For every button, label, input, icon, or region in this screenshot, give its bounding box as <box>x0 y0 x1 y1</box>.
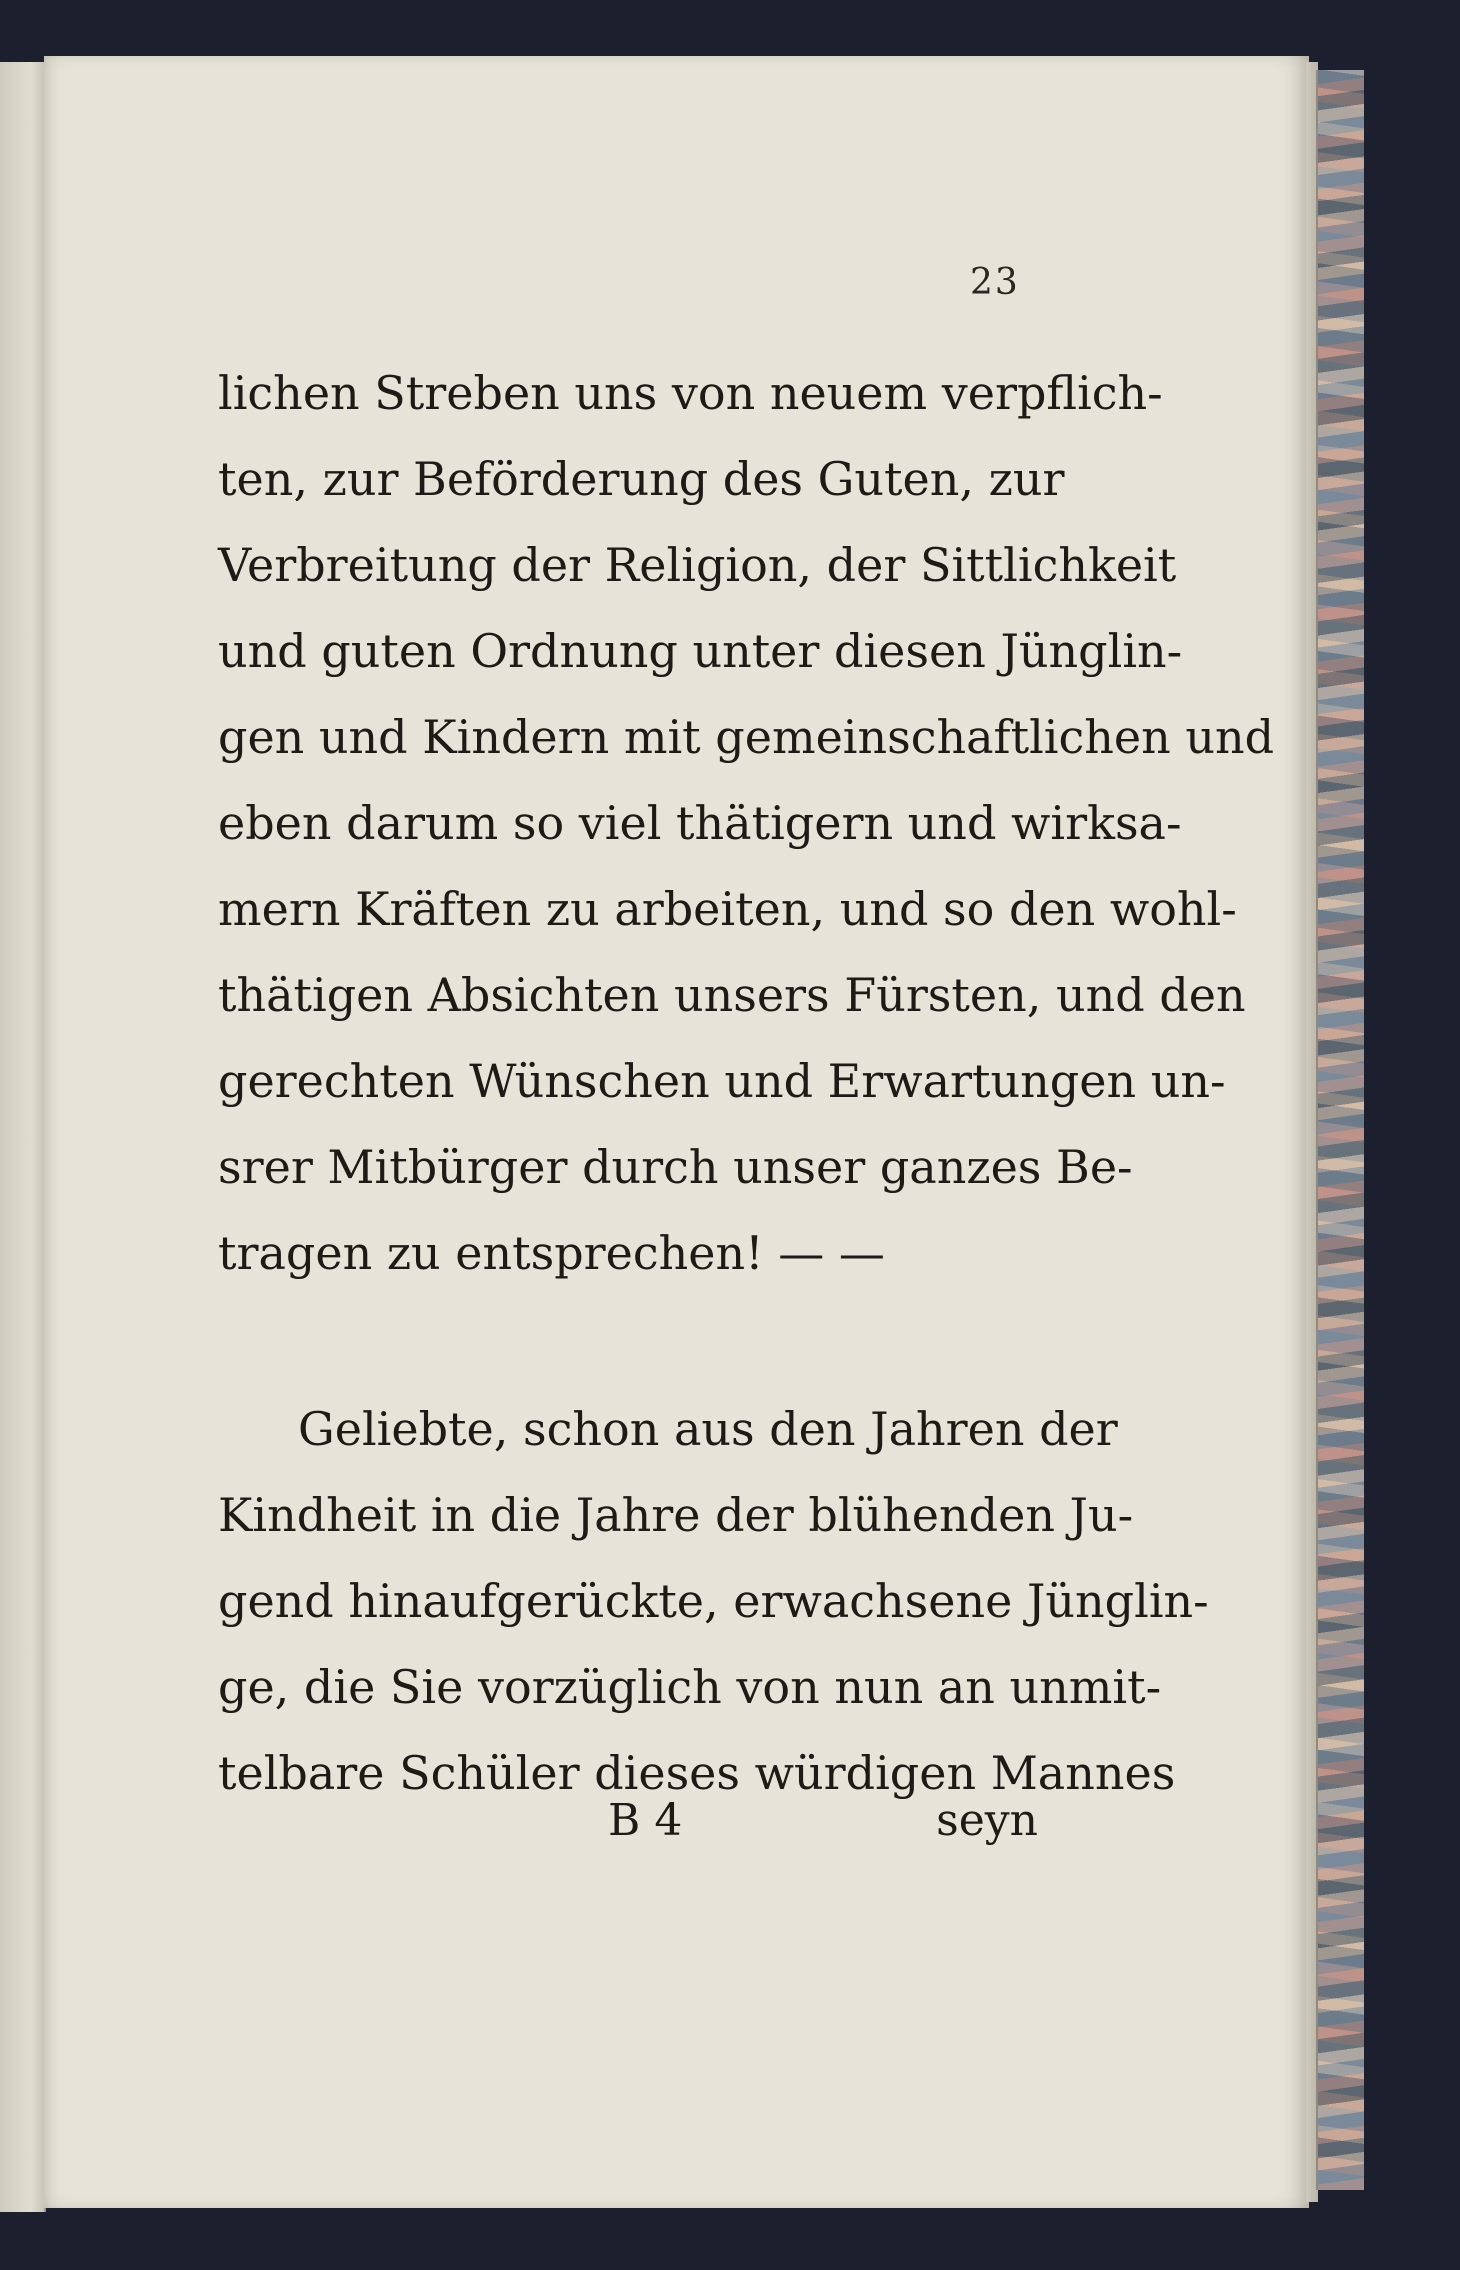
paragraph <box>218 350 1275 1296</box>
text-line: telbare Schüler dieses würdigen Mannes <box>218 1746 1176 1800</box>
text-line: gend hinaufgerückte, erwachsene Jünglin- <box>218 1574 1209 1628</box>
page-number: 23 <box>970 262 1020 303</box>
text-line: Kindheit in die Jahre der blühenden Ju- <box>218 1488 1134 1542</box>
text-line: ten, zur Beförderung des Guten, zur <box>218 452 1065 506</box>
text-line: thätigen Absichten unsers Fürsten, und den <box>218 968 1246 1022</box>
left-page-edge <box>0 62 46 2212</box>
text-line: ge, die Sie vorzüglich von nun an unmit- <box>218 1660 1162 1714</box>
text-line: srer Mitbürger durch unser ganzes Be- <box>218 1140 1133 1194</box>
body-text <box>218 350 1275 1816</box>
text-line: gen und Kindern mit gemeinschaftlichen und <box>218 710 1275 764</box>
text-line: Geliebte, schon aus den Jahren der <box>298 1402 1118 1456</box>
text-line: mern Kräften zu arbeiten, und so den wohl- <box>218 882 1237 936</box>
catchword: seyn <box>936 1795 1038 1846</box>
signature-mark: B 4 <box>608 1795 683 1846</box>
text-line: tragen zu entsprechen! — — <box>218 1226 885 1280</box>
text-line: eben darum so viel thätigern und wirksa- <box>218 796 1182 850</box>
text-line: gerechten Wünschen und Erwartungen un- <box>218 1054 1226 1108</box>
text-line: Verbreitung der Religion, der Sittlichkeit <box>218 538 1177 592</box>
text-line: und guten Ordnung unter diesen Jünglin- <box>218 624 1183 678</box>
paragraph-gap <box>218 1296 1038 1386</box>
paragraph <box>218 1386 1209 1816</box>
text-line: lichen Streben uns von neuem verpflich- <box>218 366 1163 420</box>
page-footer <box>218 1795 1038 1855</box>
marbled-cover-edge <box>1316 70 1364 2190</box>
